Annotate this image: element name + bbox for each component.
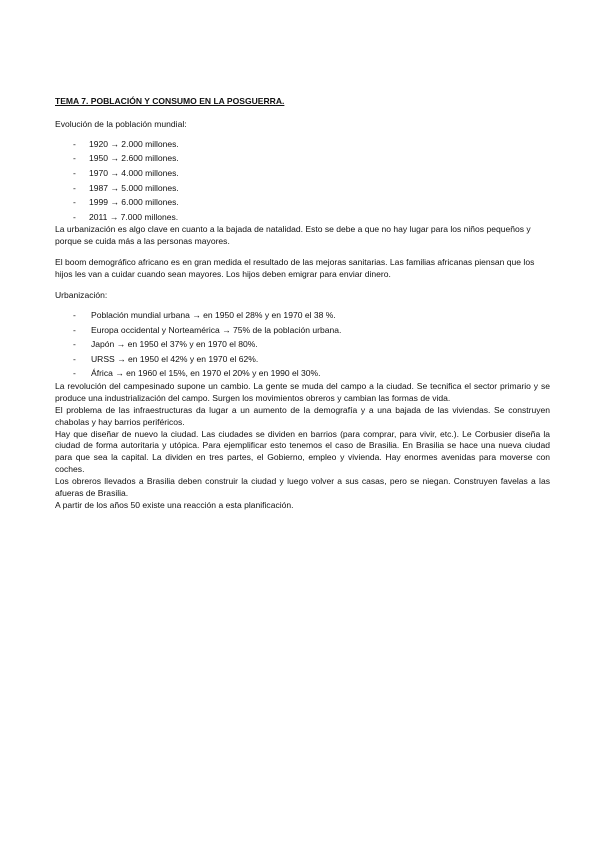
urbanization-heading: Urbanización: (55, 290, 108, 300)
list-item: - Japón → en 1950 el 37% y en 1970 el 80%. (55, 337, 550, 352)
paragraph-reaction: A partir de los años 50 existe una reacción a esta planificación. (55, 499, 294, 510)
list-item: - 1970 → 4.000 millones. (55, 166, 550, 181)
list-item: - 1999 → 6.000 millones. (55, 195, 550, 210)
paragraph-brasilia-workers: Los obreros llevados a Brasilia deben construir la ciudad y luego volver a sus casas, pero se niegan. Construyen favelas a las afueras de Brasilia. (55, 476, 550, 499)
list-item: - 1987 → 5.000 millones. (55, 181, 550, 196)
list-item: - Europa occidental y Norteamérica → 75% de la población urbana. (55, 323, 550, 338)
list-item: - 2011 → 7.000 millones. (55, 210, 550, 225)
paragraph-infrastructure: El problema de las infraestructuras da lugar a un aumento de la demografía y a una bajada de las viviendas. Se construyen chabolas y hay barrios periféricos. (55, 404, 550, 427)
population-heading: Evolución de la población mundial: (55, 118, 187, 129)
population-list (55, 137, 550, 225)
paragraph-city-design: Hay que diseñar de nuevo la ciudad. Las ciudades se dividen en barrios (para comprar, para vivir, etc.). Le Corbusier diseña la ciudad de forma autoritaria y utópica. Para ejemplificar esto tenemos el caso de Brasilia. En Brasilia se hace una nueva ciudad para que sea la capital. La dividen en tres partes, el Gobierno, empleo y vivienda. Hay enormes avenidas para moverse con coches. (55, 428, 550, 475)
page-title: TEMA 7. POBLACIÓN Y CONSUMO EN LA POSGUERRA. (55, 96, 285, 106)
list-item: - 1950 → 2.600 millones. (55, 151, 550, 166)
dash-bullet: - (73, 197, 76, 208)
list-item: - África → en 1960 el 15%, en 1970 el 20% y en 1990 el 30%. (55, 366, 550, 381)
list-item: - 1920 → 2.000 millones. (55, 137, 550, 152)
list-item: - URSS → en 1950 el 42% y en 1970 el 62%. (55, 352, 550, 367)
document-page (55, 96, 550, 512)
dash-bullet: - (73, 368, 76, 379)
dash-bullet: - (73, 353, 76, 364)
dash-bullet: - (73, 153, 76, 164)
dash-bullet: - (73, 211, 76, 222)
urbanization-list (55, 308, 550, 381)
dash-bullet: - (73, 339, 76, 350)
list-item: - Población mundial urbana → en 1950 el 28% y en 1970 el 38 %. (55, 308, 550, 323)
dash-bullet: - (73, 324, 76, 335)
dash-bullet: - (73, 168, 76, 178)
paragraph-african-boom: El boom demográfico africano es en gran medida el resultado de las mejoras sanitarias. Las familias africanas piensan que los hijos les van a cuidar cuando sean mayores. Los hijos deben emigrar para enviar dinero. (55, 257, 535, 280)
dash-bullet: - (73, 138, 76, 149)
paragraph-peasant-revolution: La revolución del campesinado supone un cambio. La gente se muda del campo a la ciudad. Se tecnifica el sector primario y se produce una industrialización del campo. Surgen los movimientos obreros y cambian las formas de vida. (55, 380, 550, 403)
dash-bullet: - (73, 182, 76, 193)
paragraph-urbanization-natality: La urbanización es algo clave en cuanto a la bajada de natalidad. Esto se debe a que no hay lugar para los niños pequeños y porque se cuida más a las personas mayores. (55, 224, 531, 247)
dash-bullet: - (73, 309, 76, 320)
